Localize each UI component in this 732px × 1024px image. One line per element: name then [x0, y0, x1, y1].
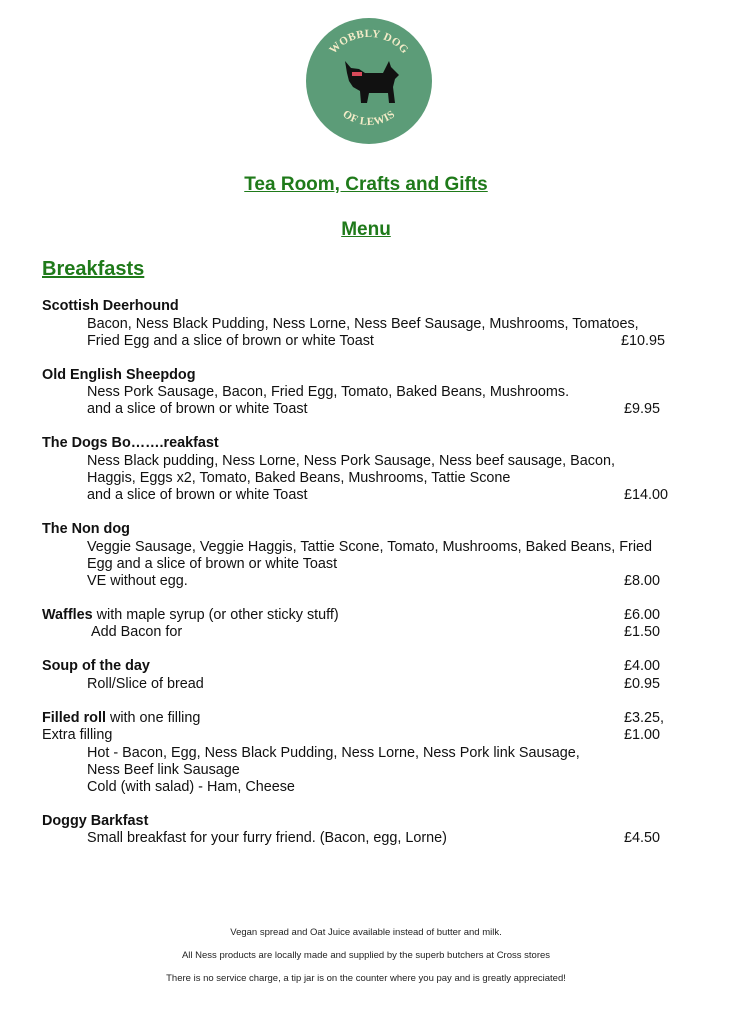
item-name: Soup of the day [42, 658, 150, 674]
item-name: The Non dog [42, 521, 130, 537]
item-name: The Dogs Bo…….reakfast [42, 435, 219, 451]
item-price: £10.95 [621, 333, 666, 349]
item-description: VE without egg. [87, 573, 188, 589]
item-name-suffix: with one filling [105, 710, 201, 726]
item-extra-price: £1.50 [624, 624, 661, 640]
item-price: £4.50 [624, 830, 661, 846]
page-title: Tea Room, Crafts and Gifts [244, 174, 488, 195]
item-description: and a slice of brown or white Toast [87, 487, 308, 503]
item-name: Scottish Deerhound [42, 298, 179, 314]
item-extra-label: Roll/Slice of bread [87, 676, 204, 692]
item-description: Ness Beef link Sausage [87, 762, 240, 778]
item-description: Bacon, Ness Black Pudding, Ness Lorne, Ness Beef Sausage, Mushrooms, Tomatoes, [87, 316, 639, 332]
item-description: Cold (with salad) - Ham, Cheese [87, 779, 295, 795]
item-extra-price: £0.95 [624, 676, 661, 692]
item-description: Haggis, Eggs x2, Tomato, Baked Beans, Mushrooms, Tattie Scone [87, 470, 511, 486]
item-heading [42, 710, 200, 727]
footer-note: Vegan spread and Oat Juice available instead of butter and milk. [230, 927, 502, 938]
item-description: Ness Black pudding, Ness Lorne, Ness Pork Sausage, Ness beef sausage, Bacon, [87, 453, 615, 469]
item-description: Hot - Bacon, Egg, Ness Black Pudding, Ness Lorne, Ness Pork link Sausage, [87, 745, 580, 761]
item-price: £6.00 [624, 607, 661, 623]
item-name: Filled roll [42, 710, 106, 726]
item-name-suffix: with maple syrup (or other sticky stuff) [92, 607, 339, 623]
item-description: Fried Egg and a slice of brown or white Toast [87, 333, 374, 349]
item-extra-label: Add Bacon for [91, 624, 183, 640]
item-name: Waffles [42, 607, 93, 623]
item-heading [42, 607, 339, 624]
item-price: £4.00 [624, 658, 661, 674]
item-name: Old English Sheepdog [42, 367, 196, 383]
item-extra-price: £1.00 [624, 727, 661, 743]
item-name: Doggy Barkfast [42, 813, 149, 829]
item-description: Veggie Sausage, Veggie Haggis, Tattie Scone, Tomato, Mushrooms, Baked Beans, Fried [87, 539, 653, 555]
item-description: and a slice of brown or white Toast [87, 401, 308, 417]
item-price: £3.25, [624, 710, 665, 726]
item-price: £8.00 [624, 573, 661, 589]
footer-note: All Ness products are locally made and supplied by the superb butchers at Cross stores [181, 950, 551, 961]
item-price: £14.00 [624, 487, 669, 503]
section-heading-breakfasts: Breakfasts [42, 258, 145, 280]
menu-heading: Menu [341, 219, 391, 240]
logo-bottom-text: OF LEWIS [340, 108, 398, 129]
item-extra-label: Extra filling [42, 727, 113, 743]
logo-top-text: WOBBLY DOG [327, 27, 411, 57]
item-description: Small breakfast for your furry friend. (Bacon, egg, Lorne) [87, 830, 447, 846]
item-price: £9.95 [624, 401, 661, 417]
wobbly-dog-logo [305, 17, 433, 145]
item-description: Egg and a slice of brown or white Toast [87, 556, 338, 572]
item-description: Ness Pork Sausage, Bacon, Fried Egg, Tomato, Baked Beans, Mushrooms. [87, 384, 570, 400]
footer-note: There is no service charge, a tip jar is on the counter where you pay and is greatly appreciated! [166, 973, 566, 984]
